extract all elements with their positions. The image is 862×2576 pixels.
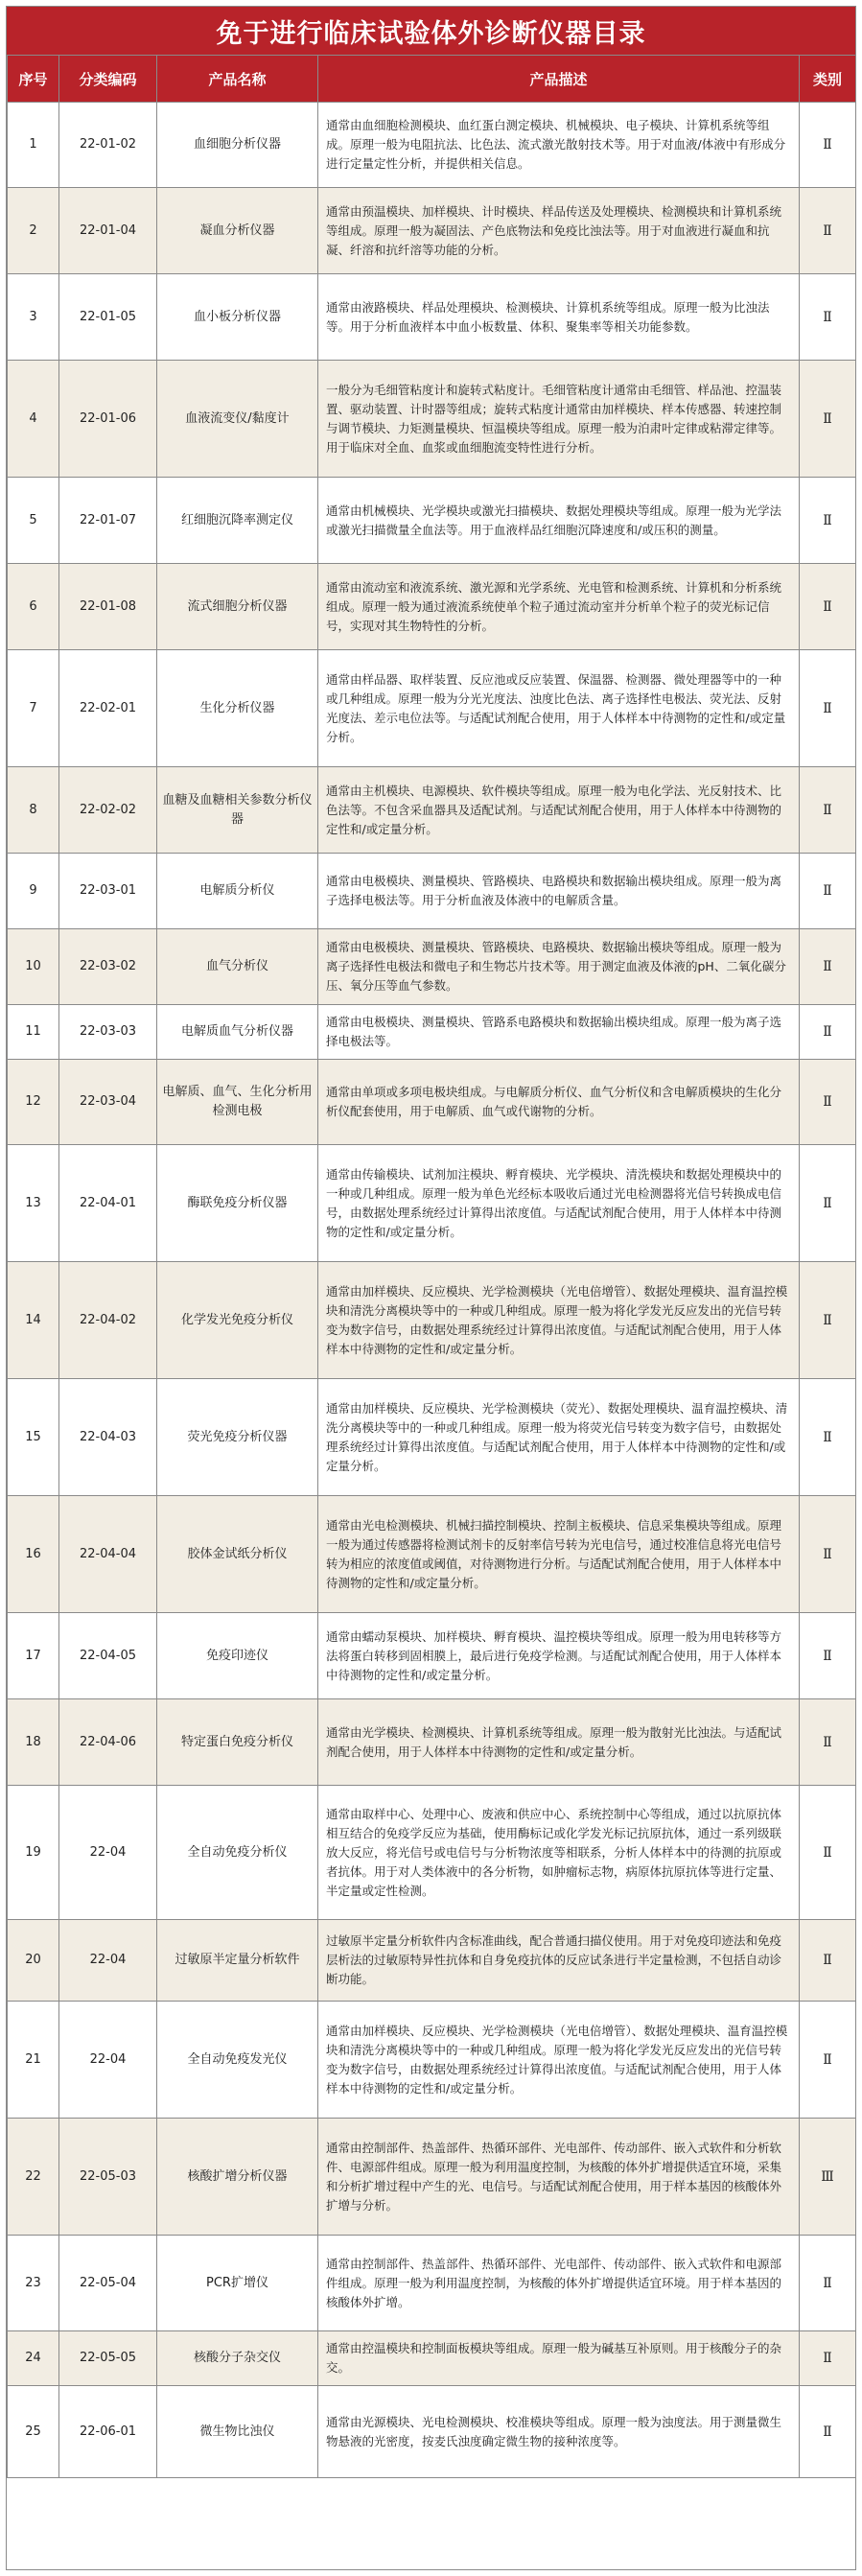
cell-code: 22-05-04 <box>59 2236 157 2331</box>
cell-name: 核酸扩增分析仪器 <box>157 2119 318 2236</box>
cell-code: 22-01-02 <box>59 103 157 188</box>
cell-desc: 通常由流动室和液流系统、激光源和光学系统、光电管和检测系统、计算机和分析系统组成。原理一般为通过液流系统使单个粒子通过流动室并分析单个粒子的荧光标记信号，实现对其生物特性的分析。 <box>318 564 800 650</box>
header-desc: 产品描述 <box>318 56 800 103</box>
cell-name: 特定蛋白免疫分析仪 <box>157 1699 318 1786</box>
cell-desc: 通常由机械模块、光学模块或激光扫描模块、数据处理模块等组成。原理一般为光学法或激光扫描微量全血法等。用于血液样品红细胞沉降速度和/或压积的测量。 <box>318 478 800 564</box>
cell-class: Ⅱ <box>800 1005 856 1060</box>
cell-name: 血细胞分析仪器 <box>157 103 318 188</box>
cell-code: 22-03-04 <box>59 1060 157 1145</box>
table-row <box>8 2386 856 2478</box>
cell-class: Ⅱ <box>800 929 856 1005</box>
cell-no: 3 <box>8 274 59 361</box>
cell-name: PCR扩增仪 <box>157 2236 318 2331</box>
cell-class: Ⅱ <box>800 2236 856 2331</box>
cell-no: 10 <box>8 929 59 1005</box>
cell-no: 7 <box>8 650 59 767</box>
cell-no: 11 <box>8 1005 59 1060</box>
table-row <box>8 1262 856 1379</box>
cell-name: 电解质分析仪 <box>157 854 318 929</box>
cell-no: 5 <box>8 478 59 564</box>
cell-name: 化学发光免疫分析仪 <box>157 1262 318 1379</box>
cell-code: 22-03-03 <box>59 1005 157 1060</box>
table-row <box>8 650 856 767</box>
cell-class: Ⅱ <box>800 564 856 650</box>
table-row <box>8 478 856 564</box>
header-code: 分类编码 <box>59 56 157 103</box>
cell-name: 血气分析仪 <box>157 929 318 1005</box>
cell-desc: 通常由主机模块、电源模块、软件模块等组成。原理一般为电化学法、光反射技术、比色法等。不包含采血器具及适配试剂。与适配试剂配合使用，用于人体样本中待测物的定性和/或定量分析。 <box>318 767 800 854</box>
cell-code: 22-06-01 <box>59 2386 157 2478</box>
table-row <box>8 1060 856 1145</box>
cell-class: Ⅱ <box>800 2386 856 2478</box>
cell-code: 22-04 <box>59 1920 157 2002</box>
cell-class: Ⅱ <box>800 767 856 854</box>
cell-class: Ⅱ <box>800 1145 856 1262</box>
cell-desc: 通常由液路模块、样品处理模块、检测模块、计算机系统等组成。原理一般为比浊法等。用于分析血液样本中血小板数量、体积、聚集率等相关功能参数。 <box>318 274 800 361</box>
cell-name: 生化分析仪器 <box>157 650 318 767</box>
table-row <box>8 1699 856 1786</box>
table-row <box>8 1005 856 1060</box>
table-row <box>8 2002 856 2119</box>
cell-class: Ⅱ <box>800 1699 856 1786</box>
cell-desc: 通常由血细胞检测模块、血红蛋白测定模块、机械模块、电子模块、计算机系统等组成。原理一般为电阻抗法、比色法、流式激光散射技术等。用于对血液/体液中有形成分进行定量定性分析，并提供相关信息。 <box>318 103 800 188</box>
cell-desc: 过敏原半定量分析软件内含标准曲线，配合普通扫描仪使用。用于对免疫印迹法和免疫层析法的过敏原特异性抗体和自身免疫抗体的反应试条进行半定量检测，不包括自动诊断功能。 <box>318 1920 800 2002</box>
cell-code: 22-04 <box>59 2002 157 2119</box>
header-cls: 类别 <box>800 56 856 103</box>
cell-desc: 通常由预温模块、加样模块、计时模块、样品传送及处理模块、检测模块和计算机系统等组成。原理一般为凝固法、产色底物法和免疫比浊法等。用于对血液进行凝血和抗凝、纤溶和抗纤溶等功能的分析。 <box>318 188 800 274</box>
cell-desc: 通常由电极模块、测量模块、管路模块、电路模块、数据输出模块等组成。原理一般为离子选择性电极法和微电子和生物芯片技术等。用于测定血液及体液的pH、二氧化碳分压、氧分压等血气参数。 <box>318 929 800 1005</box>
table-row <box>8 564 856 650</box>
header-no: 序号 <box>8 56 59 103</box>
cell-name: 全自动免疫发光仪 <box>157 2002 318 2119</box>
cell-no: 4 <box>8 361 59 478</box>
cell-desc: 通常由单项或多项电极块组成。与电解质分析仪、血气分析仪和含电解质模块的生化分析仪配套使用，用于电解质、血气或代谢物的分析。 <box>318 1060 800 1145</box>
cell-code: 22-02-02 <box>59 767 157 854</box>
cell-name: 酶联免疫分析仪器 <box>157 1145 318 1262</box>
cell-code: 22-04-01 <box>59 1145 157 1262</box>
cell-no: 13 <box>8 1145 59 1262</box>
table-row <box>8 1920 856 2002</box>
cell-desc: 通常由加样模块、反应模块、光学检测模块（光电倍增管）、数据处理模块、温育温控模块和清洗分离模块等中的一种或几种组成。原理一般为将化学发光反应发出的光信号转变为数字信号，由数据处理系统经过计算得出浓度值。与适配试剂配合使用，用于人体样本中待测物的定性和/或定量分析。 <box>318 1262 800 1379</box>
cell-code: 22-04-04 <box>59 1496 157 1613</box>
cell-desc: 通常由控制部件、热盖部件、热循环部件、光电部件、传动部件、嵌入式软件和电源部件组成。原理一般为利用温度控制，为核酸的体外扩增提供适宜环境。用于样本基因的核酸体外扩增。 <box>318 2236 800 2331</box>
cell-name: 凝血分析仪器 <box>157 188 318 274</box>
cell-name: 电解质血气分析仪器 <box>157 1005 318 1060</box>
cell-code: 22-01-06 <box>59 361 157 478</box>
cell-no: 18 <box>8 1699 59 1786</box>
cell-class: Ⅱ <box>800 188 856 274</box>
cell-desc: 通常由光电检测模块、机械扫描控制模块、控制主板模块、信息采集模块等组成。原理一般为通过传感器将检测试剂卡的反射率信号转为光电信号，通过校准信息将光电信号转为相应的浓度值或阈值，对待测物进行分析。与适配试剂配合使用，用于人体样本中待测物的定性和/或定量分析。 <box>318 1496 800 1613</box>
cell-no: 24 <box>8 2331 59 2386</box>
cell-name: 流式细胞分析仪器 <box>157 564 318 650</box>
table-row <box>8 274 856 361</box>
cell-no: 22 <box>8 2119 59 2236</box>
cell-code: 22-05-03 <box>59 2119 157 2236</box>
cell-class: Ⅱ <box>800 1613 856 1699</box>
cell-desc: 通常由取样中心、处理中心、废液和供应中心、系统控制中心等组成，通过以抗原抗体相互结合的免疫学反应为基础，使用酶标记或化学发光标记抗原抗体，通过一系列级联放大反应，将光信号或电信号与分析物浓度等相联系，分析人体样本中的待测的抗原或者抗体。用于对人类体液中的各分析物，如肿瘤标志物，病原体抗原抗体等进行定量、半定量或定性检测。 <box>318 1786 800 1920</box>
header-row <box>8 56 856 103</box>
cell-code: 22-02-01 <box>59 650 157 767</box>
cell-class: Ⅱ <box>800 1920 856 2002</box>
table-row <box>8 1613 856 1699</box>
cell-class: Ⅱ <box>800 1060 856 1145</box>
cell-class: Ⅱ <box>800 478 856 564</box>
cell-code: 22-04-02 <box>59 1262 157 1379</box>
cell-class: Ⅱ <box>800 1379 856 1496</box>
table-row <box>8 2119 856 2236</box>
cell-class: Ⅱ <box>800 854 856 929</box>
cell-name: 全自动免疫分析仪 <box>157 1786 318 1920</box>
cell-name: 血小板分析仪器 <box>157 274 318 361</box>
cell-class: Ⅱ <box>800 274 856 361</box>
cell-desc: 通常由加样模块、反应模块、光学检测模块（光电倍增管）、数据处理模块、温育温控模块和清洗分离模块等中的一种或几种组成。原理一般为将化学发光反应发出的光信号转变为数字信号，由数据处理系统经过计算得出浓度值。与适配试剂配合使用，用于人体样本中待测物的定性和/或定量分析。 <box>318 2002 800 2119</box>
cell-desc: 通常由光学模块、检测模块、计算机系统等组成。原理一般为散射光比浊法。与适配试剂配合使用，用于人体样本中待测物的定性和/或定量分析。 <box>318 1699 800 1786</box>
cell-class: Ⅱ <box>800 1262 856 1379</box>
table-row <box>8 1145 856 1262</box>
table-row <box>8 1379 856 1496</box>
table-row <box>8 188 856 274</box>
cell-no: 2 <box>8 188 59 274</box>
cell-no: 21 <box>8 2002 59 2119</box>
cell-class: Ⅱ <box>800 650 856 767</box>
cell-code: 22-04-03 <box>59 1379 157 1496</box>
table-row <box>8 1786 856 1920</box>
cell-no: 25 <box>8 2386 59 2478</box>
cell-desc: 通常由电极模块、测量模块、管路模块、电路模块和数据输出模块组成。原理一般为离子选择电极法等。用于分析血液及体液中的电解质含量。 <box>318 854 800 929</box>
cell-code: 22-01-05 <box>59 274 157 361</box>
cell-desc: 通常由蠕动泵模块、加样模块、孵育模块、温控模块等组成。原理一般为用电转移等方法将蛋白转移到固相膜上，最后进行免疫学检测。与适配试剂配合使用，用于人体样本中待测物的定性和/或定量分析。 <box>318 1613 800 1699</box>
cell-code: 22-05-05 <box>59 2331 157 2386</box>
cell-name: 过敏原半定量分析软件 <box>157 1920 318 2002</box>
table-row <box>8 929 856 1005</box>
cell-code: 22-03-02 <box>59 929 157 1005</box>
cell-name: 红细胞沉降率测定仪 <box>157 478 318 564</box>
cell-no: 19 <box>8 1786 59 1920</box>
cell-name: 荧光免疫分析仪器 <box>157 1379 318 1496</box>
cell-desc: 通常由加样模块、反应模块、光学检测模块（荧光）、数据处理模块、温育温控模块、清洗分离模块等中的一种或几种组成。原理一般为将荧光信号转变为数字信号，由数据处理系统经过计算得出浓度值。与适配试剂配合使用，用于人体样本中待测物的定性和/或定量分析。 <box>318 1379 800 1496</box>
cell-code: 22-04-06 <box>59 1699 157 1786</box>
cell-no: 17 <box>8 1613 59 1699</box>
cell-name: 微生物比浊仪 <box>157 2386 318 2478</box>
cell-code: 22-01-04 <box>59 188 157 274</box>
cell-code: 22-04 <box>59 1786 157 1920</box>
table-row <box>8 2236 856 2331</box>
cell-name: 核酸分子杂交仪 <box>157 2331 318 2386</box>
cell-name: 血液流变仪/黏度计 <box>157 361 318 478</box>
cell-no: 16 <box>8 1496 59 1613</box>
table-row <box>8 1496 856 1613</box>
cell-no: 12 <box>8 1060 59 1145</box>
cell-no: 15 <box>8 1379 59 1496</box>
cell-no: 14 <box>8 1262 59 1379</box>
cell-no: 20 <box>8 1920 59 2002</box>
cell-desc: 通常由光源模块、光电检测模块、校准模块等组成。原理一般为浊度法。用于测量微生物悬液的光密度，按麦氏浊度确定微生物的接种浓度等。 <box>318 2386 800 2478</box>
cell-no: 9 <box>8 854 59 929</box>
table-row <box>8 767 856 854</box>
cell-name: 电解质、血气、生化分析用检测电极 <box>157 1060 318 1145</box>
cell-no: 23 <box>8 2236 59 2331</box>
table-row <box>8 854 856 929</box>
cell-desc: 通常由控温模块和控制面板模块等组成。原理一般为碱基互补原则。用于核酸分子的杂交。 <box>318 2331 800 2386</box>
cell-class: Ⅲ <box>800 2119 856 2236</box>
cell-class: Ⅱ <box>800 2331 856 2386</box>
cell-code: 22-03-01 <box>59 854 157 929</box>
cell-name: 血糖及血糖相关参数分析仪器 <box>157 767 318 854</box>
page-title: 免于进行临床试验体外诊断仪器目录 <box>7 7 855 55</box>
cell-desc: 一般分为毛细管粘度计和旋转式粘度计。毛细管粘度计通常由毛细管、样品池、控温装置、驱动装置、计时器等组成；旋转式粘度计通常由加样模块、样本传感器、转速控制与调节模块、力矩测量模块、恒温模块等组成。原理一般为泊肃叶定律或粘滞定律等。用于临床对全血、血浆或血细胞流变特性进行分析。 <box>318 361 800 478</box>
cell-class: Ⅱ <box>800 2002 856 2119</box>
table-row <box>8 2331 856 2386</box>
cell-class: Ⅱ <box>800 1496 856 1613</box>
cell-name: 免疫印迹仪 <box>157 1613 318 1699</box>
cell-class: Ⅱ <box>800 361 856 478</box>
cell-no: 8 <box>8 767 59 854</box>
cell-class: Ⅱ <box>800 1786 856 1920</box>
cell-no: 1 <box>8 103 59 188</box>
catalog-table <box>7 55 856 2478</box>
table-row <box>8 361 856 478</box>
catalog-sheet <box>6 6 856 2570</box>
cell-desc: 通常由传输模块、试剂加注模块、孵育模块、光学模块、清洗模块和数据处理模块中的一种或几种组成。原理一般为单色光经标本吸收后通过光电检测器将光信号转换成电信号，由数据处理系统经过计算得出浓度值。与适配试剂配合使用，用于人体样本中待测物的定性和/或定量分析。 <box>318 1145 800 1262</box>
cell-desc: 通常由控制部件、热盖部件、热循环部件、光电部件、传动部件、嵌入式软件和分析软件、电源部件组成。原理一般为利用温度控制，为核酸的体外扩增提供适宜环境，采集和分析扩增过程中产生的光、电信号。与适配试剂配合使用，用于样本基因的核酸体外扩增与分析。 <box>318 2119 800 2236</box>
cell-code: 22-01-07 <box>59 478 157 564</box>
cell-code: 22-01-08 <box>59 564 157 650</box>
cell-no: 6 <box>8 564 59 650</box>
cell-class: Ⅱ <box>800 103 856 188</box>
cell-desc: 通常由电极模块、测量模块、管路系电路模块和数据输出模块组成。原理一般为离子选择电极法等。 <box>318 1005 800 1060</box>
cell-desc: 通常由样品器、取样装置、反应池或反应装置、保温器、检测器、微处理器等中的一种或几种组成。原理一般为分光光度法、浊度比色法、离子选择性电极法、荧光法、反射光度法、差示电位法等。与适配试剂配合使用，用于人体样本中待测物的定性和/或定量分析。 <box>318 650 800 767</box>
cell-name: 胶体金试纸分析仪 <box>157 1496 318 1613</box>
header-name: 产品名称 <box>157 56 318 103</box>
table-row <box>8 103 856 188</box>
cell-code: 22-04-05 <box>59 1613 157 1699</box>
